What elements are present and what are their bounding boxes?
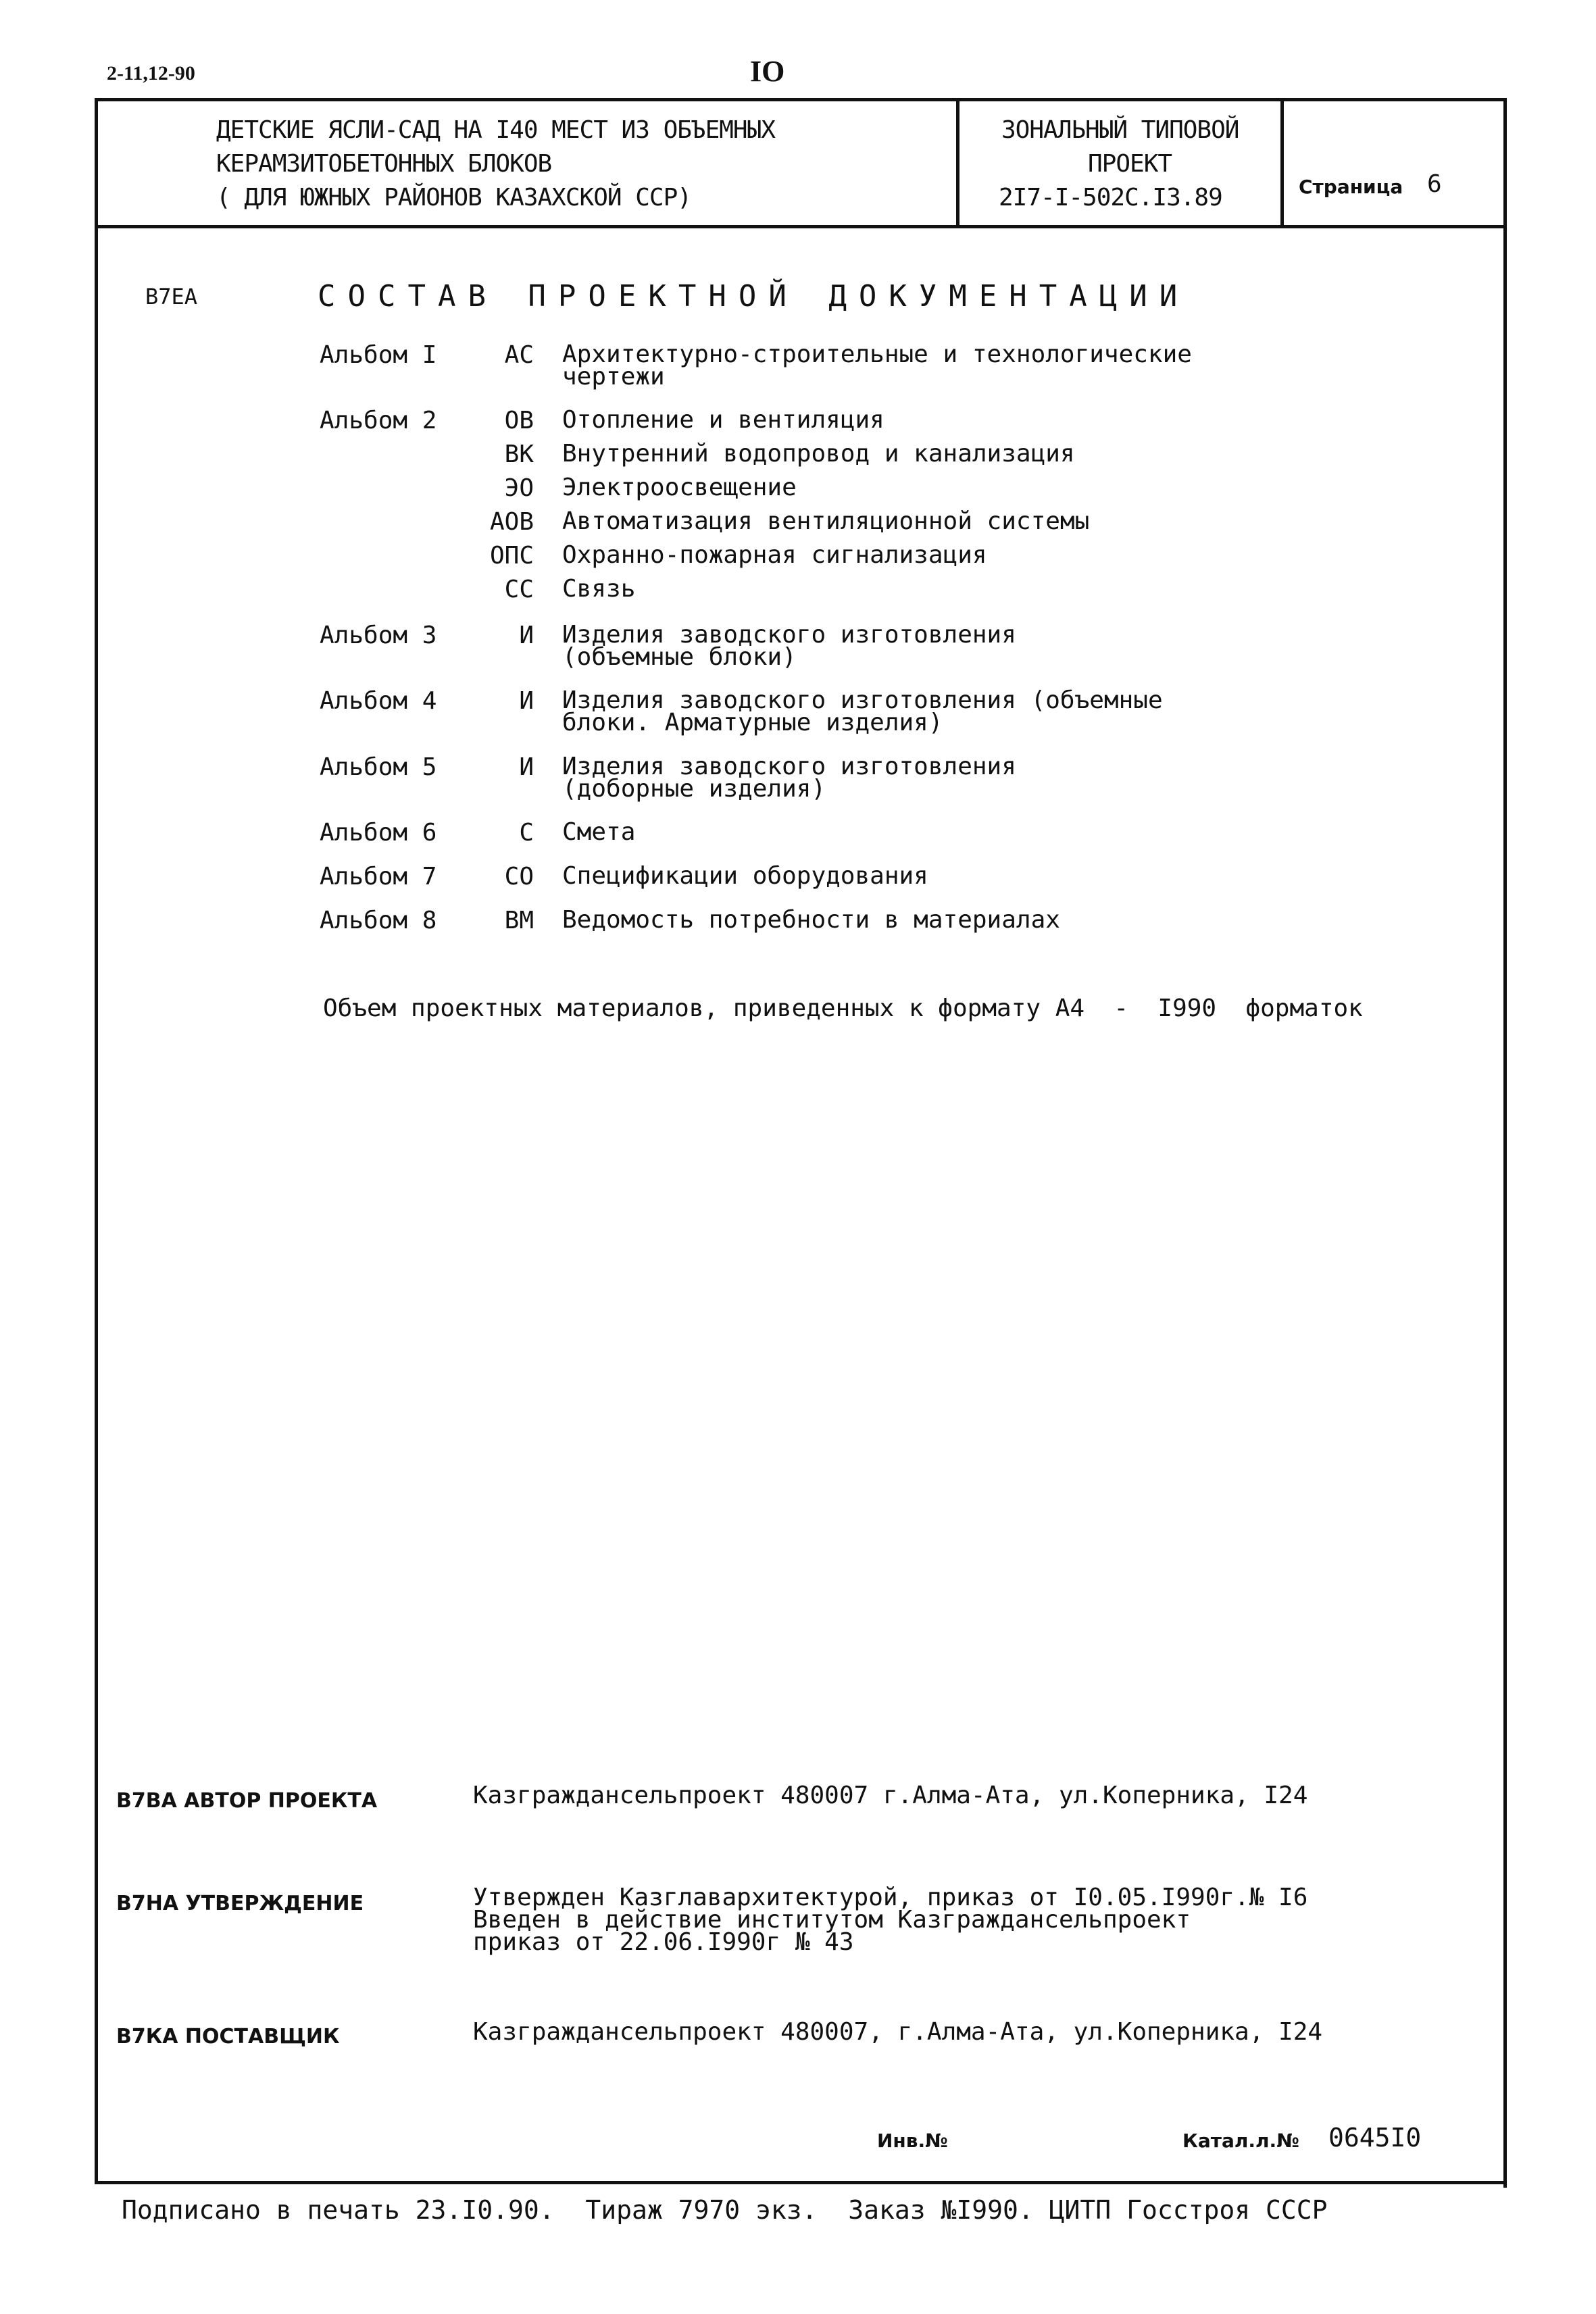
- album-code: ЭО: [504, 474, 534, 502]
- album-description: Изделия заводского изготовления (доборные изделия): [562, 753, 1016, 803]
- project-type-line-3: 2I7-I-502С.I3.89: [999, 184, 1222, 211]
- page-value: 6: [1427, 170, 1442, 198]
- section-code: В7ЕА: [145, 284, 198, 309]
- supplier-label: В7КА ПОСТАВЩИК: [116, 2025, 340, 2048]
- album-code: С: [519, 819, 534, 847]
- album-description: Автоматизация вентиляционной системы: [562, 507, 1090, 535]
- album-code: ОПС: [489, 542, 534, 570]
- page-label: Страница: [1299, 176, 1403, 198]
- album-label: Альбом I: [320, 341, 437, 369]
- header-title-line-2: КЕРАМЗИТОБЕТОННЫХ БЛОКОВ: [216, 150, 552, 178]
- album-code: И: [519, 753, 534, 781]
- album-code: ВК: [504, 441, 534, 468]
- supplier-text: Казграждансельпроект 480007, г.Алма-Ата, ул.Коперника, I24: [473, 2018, 1323, 2046]
- album-code: И: [519, 687, 534, 715]
- header-divider-1: [956, 101, 959, 225]
- doc-code: 2-11,12-90: [107, 62, 195, 84]
- approval-label: В7НА УТВЕРЖДЕНИЕ: [116, 1892, 364, 1915]
- catalog-label: Катал.л.№: [1182, 2130, 1299, 2152]
- album-description: Связь: [562, 575, 636, 603]
- album-description: Изделия заводского изготовления (объемные блоки. Арматурные изделия): [562, 686, 1163, 736]
- album-code: АС: [504, 341, 534, 369]
- album-description: Смета: [562, 818, 636, 846]
- album-label: Альбом 6: [320, 819, 437, 847]
- frame-left: [95, 228, 98, 2181]
- album-description: Внутренний водопровод и канализация: [562, 440, 1075, 468]
- album-description: Ведомость потребности в материалах: [562, 906, 1060, 934]
- album-label: Альбом 7: [320, 863, 437, 890]
- frame-right: [1503, 228, 1507, 2188]
- album-code: АОВ: [489, 508, 534, 536]
- album-code: ОВ: [504, 407, 534, 434]
- author-label: В7ВА АВТОР ПРОЕКТА: [116, 1789, 378, 1813]
- volume-line: Объем проектных материалов, приведенных к формату А4 - I990 форматок: [323, 995, 1363, 1022]
- header-title-line-1: ДЕТСКИЕ ЯСЛИ-САД НА I40 МЕСТ ИЗ ОБЪЕМНЫХ: [216, 116, 775, 144]
- project-type-line-1: ЗОНАЛЬНЫЙ ТИПОВОЙ: [1001, 116, 1239, 144]
- album-description: Изделия заводского изготовления (объемные блоки): [562, 621, 1016, 671]
- album-code: СО: [504, 863, 534, 890]
- album-description: Отопление и вентиляция: [562, 406, 884, 434]
- section-title: СОСТАВ ПРОЕКТНОЙ ДОКУМЕНТАЦИИ: [318, 279, 1190, 313]
- album-code: И: [519, 622, 534, 649]
- header-title-line-3: ( ДЛЯ ЮЖНЫХ РАЙОНОВ КАЗАХСКОЙ ССР): [216, 184, 691, 211]
- album-description: Охранно-пожарная сигнализация: [562, 541, 987, 569]
- album-description: Спецификации оборудования: [562, 862, 928, 890]
- album-label: Альбом 8: [320, 907, 437, 934]
- album-code: СС: [504, 576, 534, 603]
- header-divider-2: [1280, 101, 1284, 225]
- author-text: Казграждансельпроект 480007 г.Алма-Ата, ул.Коперника, I24: [473, 1782, 1308, 1809]
- album-label: Альбом 2: [320, 407, 437, 434]
- project-type-line-2: ПРОЕКТ: [1088, 150, 1172, 178]
- album-description: Архитектурно-строительные и технологические чертежи: [562, 341, 1192, 391]
- page-number: IO: [750, 55, 785, 88]
- album-description: Электроосвещение: [562, 474, 797, 501]
- album-label: Альбом 3: [320, 622, 437, 649]
- album-code: ВМ: [504, 907, 534, 934]
- catalog-value: 0645I0: [1328, 2123, 1422, 2153]
- inventory-label: Инв.№: [877, 2130, 948, 2152]
- album-label: Альбом 5: [320, 753, 437, 781]
- frame-bottom: [95, 2181, 1507, 2184]
- album-label: Альбом 4: [320, 687, 437, 715]
- approval-text: Утвержден Казглавархитектурой, приказ от I0.05.I990г.№ I6 Введен в действие институтом Казграждансельпроект приказ от 22.06.I990г № 43: [473, 1884, 1308, 1956]
- print-line: Подписано в печать 23.I0.90. Тираж 7970 экз. Заказ №I990. ЦИТП Госстроя СССР: [122, 2195, 1328, 2225]
